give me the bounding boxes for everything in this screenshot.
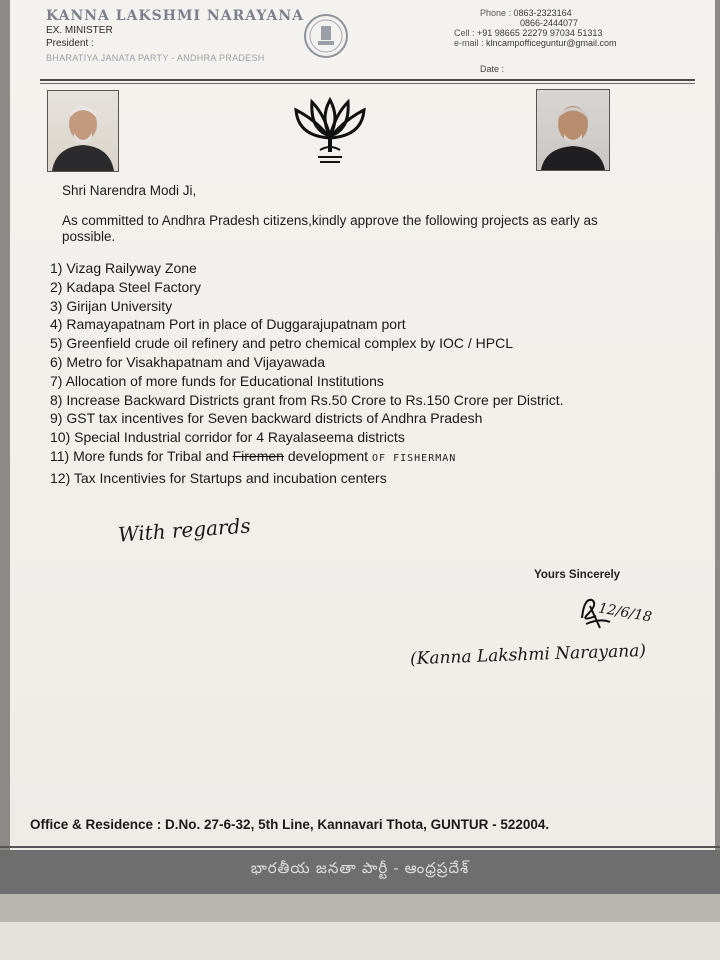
list-item-text: 11) More funds for Tribal and: [50, 447, 233, 464]
signed-name: (Kanna Lakshmi Narayana): [409, 640, 647, 670]
salutation: Shri Narendra Modi Ji,: [62, 183, 197, 198]
list-item: 7) Allocation of more funds for Educational Institutions: [50, 372, 384, 389]
footer-telugu-text: భారతీయ జనతా పార్టీ - ఆంధ్రప్రదేశ్: [250, 860, 470, 877]
phone-label: Phone :: [480, 8, 512, 18]
portrait-photo-right: [536, 89, 610, 171]
background-surface: [0, 922, 720, 960]
list-item: 4) Ramayapatnam Port in place of Duggarajupatnam port: [50, 316, 406, 333]
list-item: 6) Metro for Visakhapatnam and Vijayawada: [50, 353, 325, 370]
list-item: 1) Vizag Railyway Zone: [50, 260, 197, 276]
letterhead-contact: [430, 8, 617, 48]
footer-rule: [0, 846, 720, 848]
intro-paragraph: As committed to Andhra Pradesh citizens,kindly approve the following projects as early as possible.: [62, 213, 598, 244]
struck-word: Firemen: [232, 447, 284, 464]
header-rule-thin: [40, 83, 695, 84]
letterhead-party: BHARATIYA JANATA PARTY - ANDHRA PRADESH: [46, 53, 265, 63]
handwritten-regards: With regards: [117, 513, 252, 547]
list-item: 2) Kadapa Steel Factory: [50, 278, 201, 295]
email-label: e-mail :: [454, 38, 484, 48]
list-item: 8) Increase Backward Districts grant from Rs.50 Crore to Rs.150 Crore per District.: [50, 391, 564, 408]
letterhead-name: KANNA LAKSHMI NARAYANA: [46, 8, 305, 24]
cell-label: Cell :: [454, 28, 475, 38]
phone-1: 0863-2323164: [513, 8, 572, 18]
letterhead-title: EX. MINISTER: [46, 25, 113, 36]
list-item: 9) GST tax incentives for Seven backward districts of Andhra Pradesh: [50, 410, 483, 427]
footer-address: Office & Residence : D.No. 27-6-32, 5th Line, Kannavari Thota, GUNTUR - 522004.: [30, 817, 550, 832]
date-label: Date :: [480, 64, 505, 74]
lotus-icon: [290, 92, 370, 170]
list-item: [50, 447, 630, 469]
letterhead-left: [46, 8, 304, 63]
header-rule: [40, 79, 695, 81]
footer-band-lower: [0, 894, 720, 922]
handwritten-correction: OF FISHERMAN: [372, 452, 457, 464]
closing: Yours Sincerely: [534, 569, 621, 581]
list-item: 10) Special Industrial corridor for 4 Rayalaseema districts: [50, 429, 405, 446]
list-item: 3) Girijan University: [50, 297, 173, 314]
signature-date: 12/6/18: [597, 600, 653, 626]
letterhead-president: President :: [46, 38, 94, 49]
project-list: [50, 259, 630, 488]
list-item: 5) Greenfield crude oil refinery and petro chemical complex by IOC / HPCL: [50, 335, 513, 352]
list-item: 12) Tax Incentivies for Startups and incubation centers: [50, 469, 387, 486]
portrait-photo-left: [47, 90, 119, 172]
cell-number: +91 98665 22279 97034 51313: [477, 28, 603, 38]
phone-2: 0866-2444077: [520, 18, 579, 28]
list-item-text-end: development: [283, 447, 369, 464]
email-address: klncampofficeguntur@gmail.com: [486, 38, 617, 48]
emblem-icon: [303, 13, 349, 59]
